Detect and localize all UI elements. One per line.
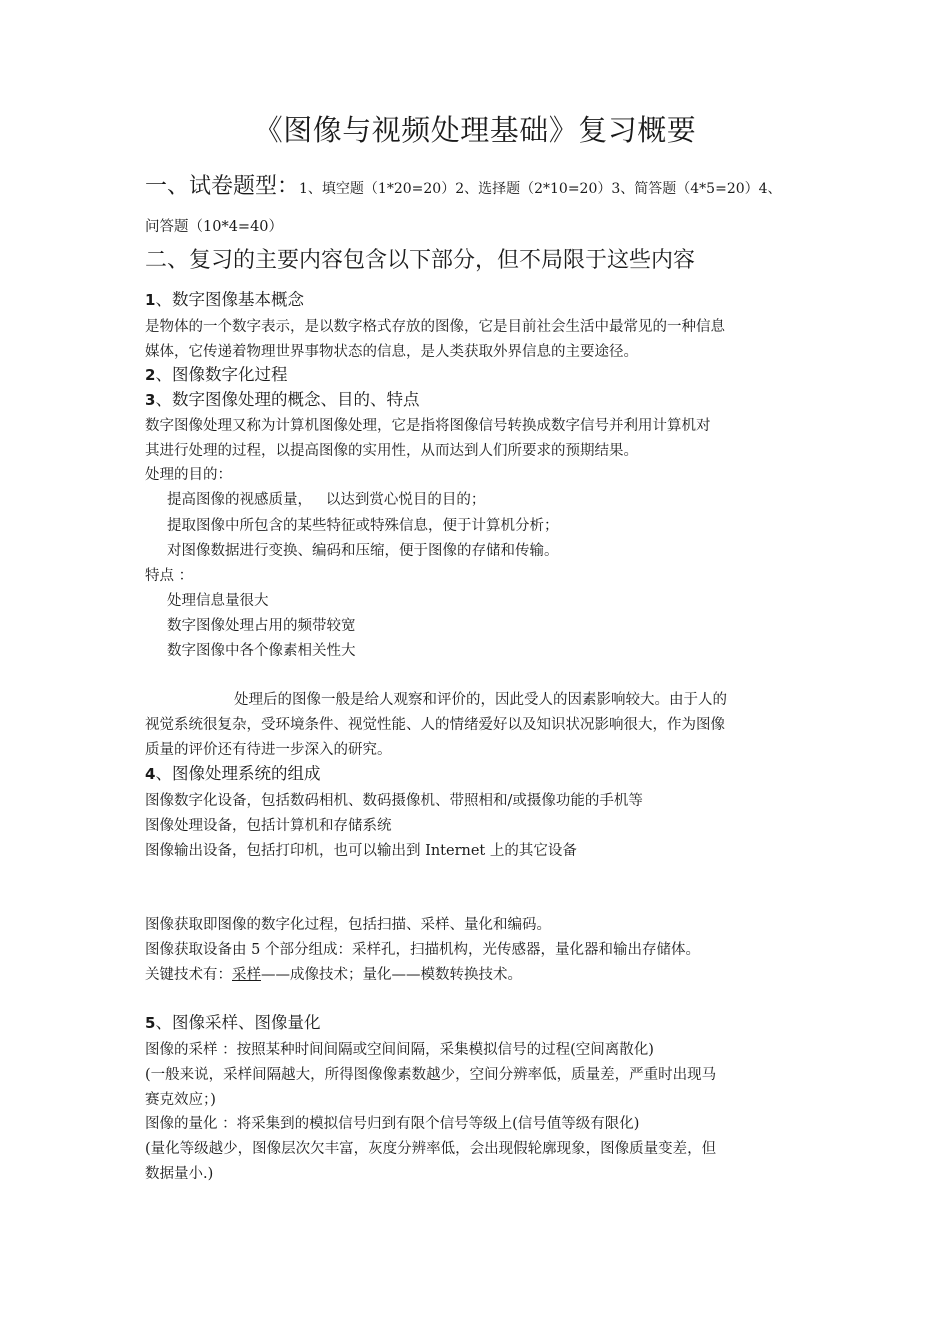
purpose-item: 对图像数据进行变换、编码和压缩，便于图像的存储和传输。 bbox=[167, 543, 559, 559]
topic1-number: 1 bbox=[145, 291, 156, 309]
topic2-heading bbox=[145, 363, 287, 387]
section1-line bbox=[145, 172, 782, 204]
note-line-1: 处理后的图像一般是给人观察和评价的，因此受人的因素影响较大。由于人的 bbox=[234, 692, 727, 708]
note-line-2: 视觉系统很复杂，受环境条件、视觉性能、人的情绪爱好以及知识状况影响很大，作为图像 bbox=[145, 717, 725, 733]
feature-item: 处理信息量很大 bbox=[167, 593, 269, 609]
topic5-line: 图像的采样 ：按照某种时间间隔或空间间隔，采集模拟信号的过程(空间离散化) bbox=[145, 1042, 654, 1058]
feature-label: 特点 ： bbox=[145, 568, 194, 584]
purpose-item: 提取图像中所包含的某些特征或特殊信息，便于计算机分析； bbox=[167, 518, 559, 534]
key-tech-suffix: ——成像技术；量化——模数转换技术。 bbox=[261, 967, 522, 983]
feature-item: 数字图像中各个像素相关性大 bbox=[167, 643, 356, 659]
purpose-item: 提高图像的视感质量， 以达到赏心悦目的目的； bbox=[167, 492, 486, 508]
topic2-title: 、图像数字化过程 bbox=[155, 365, 288, 384]
topic3-heading bbox=[145, 388, 419, 412]
topic5-line: (量化等级越少，图像层次欠丰富，灰度分辨率低，会出现假轮廓现象，图像质量变差，但 bbox=[145, 1141, 717, 1157]
topic1-heading bbox=[145, 288, 304, 312]
acquisition-line-1: 图像获取即图像的数字化过程，包括扫描、采样、量化和编码。 bbox=[145, 917, 551, 933]
topic5-line: 数据量小.) bbox=[145, 1166, 214, 1182]
topic5-line: (一般来说，采样间隔越大，所得图像像素数越少，空间分辨率低，质量差，严重时出现马 bbox=[145, 1067, 717, 1083]
section1-text: 1、填空题（1*20=20）2、选择题（2*10=20）3、简答题（4*5=20）4、 bbox=[299, 181, 782, 197]
topic5-number: 5 bbox=[145, 1014, 156, 1032]
topic4-number: 4 bbox=[145, 765, 156, 783]
topic5-heading bbox=[145, 1011, 320, 1035]
note-line-3: 质量的评价还有待进一步深入的研究。 bbox=[145, 742, 392, 758]
topic3-line-1: 数字图像处理又称为计算机图像处理，它是指将图像信号转换成数字信号并利用计算机对 bbox=[145, 418, 711, 434]
section1-heading: 一、试卷题型： bbox=[145, 174, 300, 199]
topic3-number: 3 bbox=[145, 391, 156, 409]
acquisition-line-2: 图像获取设备由 5 个部分组成：采样孔，扫描机构，光传感器，量化器和输出存储体。 bbox=[145, 942, 700, 958]
topic5-line: 赛克效应；) bbox=[145, 1092, 216, 1108]
key-tech-line bbox=[145, 963, 522, 987]
topic3-title: 、数字图像处理的概念、目的、特点 bbox=[155, 390, 420, 409]
topic4-title: 、图像处理系统的组成 bbox=[155, 764, 321, 783]
system-item: 图像处理设备，包括计算机和存储系统 bbox=[145, 818, 392, 834]
section1-text-cont: 问答题（10*4=40） bbox=[145, 219, 284, 235]
system-item: 图像输出设备，包括打印机，也可以输出到 Internet 上的其它设备 bbox=[145, 843, 577, 859]
document-title: 《图像与视频处理基础》复习概要 bbox=[253, 113, 697, 147]
topic5-title: 、图像采样、图像量化 bbox=[155, 1013, 321, 1032]
topic2-number: 2 bbox=[145, 366, 156, 384]
topic1-title: 、数字图像基本概念 bbox=[155, 290, 304, 309]
topic5-line: 图像的量化 ：将采集到的模拟信号归到有限个信号等级上(信号值等级有限化) bbox=[145, 1116, 640, 1132]
key-tech-prefix: 关键技术有： bbox=[145, 967, 232, 983]
topic1-line-2: 媒体，它传递着物理世界事物状态的信息，是人类获取外界信息的主要途径。 bbox=[145, 344, 638, 360]
feature-item: 数字图像处理占用的频带较宽 bbox=[167, 618, 356, 634]
section2-heading: 二、复习的主要内容包含以下部分，但不局限于这些内容 bbox=[145, 248, 696, 273]
topic1-line-1: 是物体的一个数字表示，是以数字格式存放的图像，它是目前社会生活中最常见的一种信息 bbox=[145, 319, 725, 335]
topic4-heading bbox=[145, 762, 320, 786]
key-tech-underlined: 采样 bbox=[232, 967, 261, 983]
purpose-label: 处理的目的： bbox=[145, 467, 232, 483]
topic3-line-2: 其进行处理的过程，以提高图像的实用性，从而达到人们所要求的预期结果。 bbox=[145, 443, 638, 459]
system-item: 图像数字化设备，包括数码相机、数码摄像机、带照相和/或摄像功能的手机等 bbox=[145, 793, 643, 809]
